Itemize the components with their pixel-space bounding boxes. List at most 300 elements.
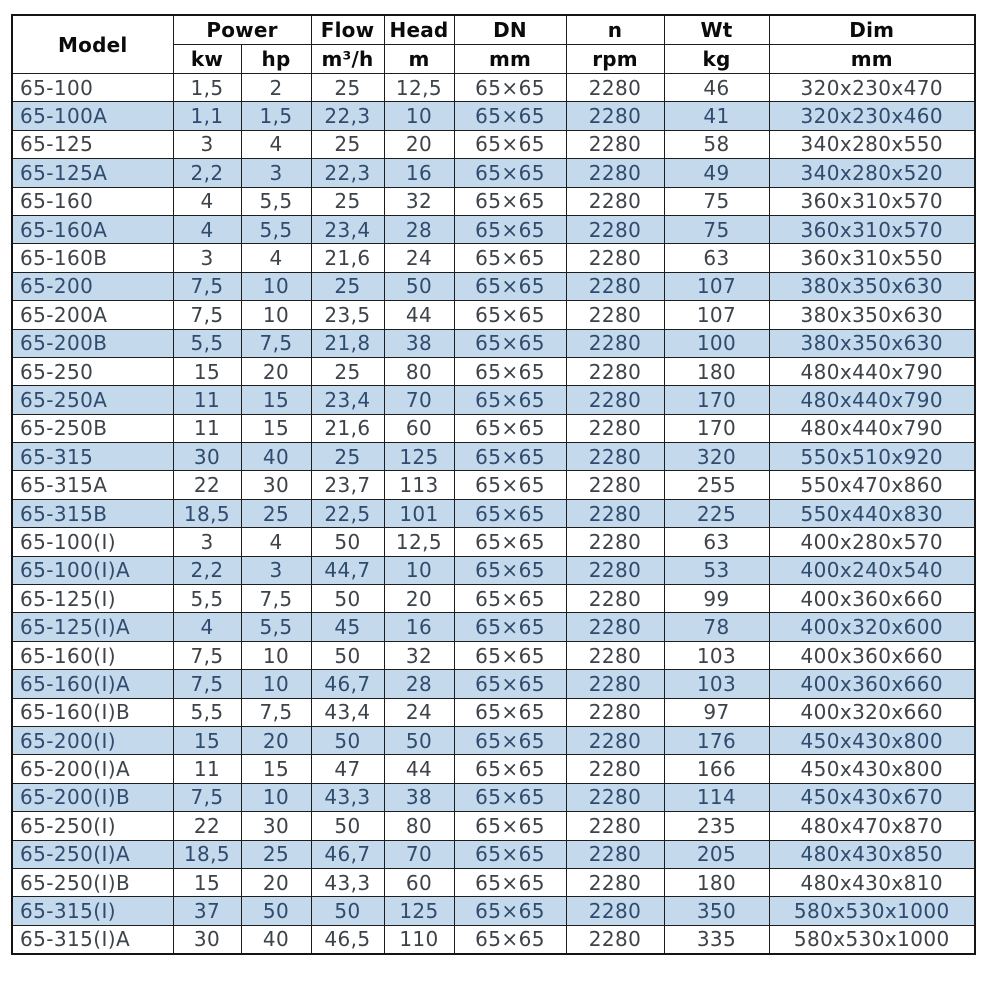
cell-head: 60 [384, 868, 454, 896]
cell-kw: 7,5 [173, 301, 241, 329]
cell-head: 10 [384, 102, 454, 130]
table-row [12, 301, 975, 329]
cell-head: 60 [384, 414, 454, 442]
cell-dn: 65×65 [454, 130, 566, 158]
cell-dim: 480x440x790 [769, 414, 975, 442]
cell-wt: 170 [664, 386, 769, 414]
cell-dim: 480x430x810 [769, 868, 975, 896]
cell-rpm: 2280 [566, 670, 664, 698]
cell-flow: 25 [311, 130, 384, 158]
cell-hp: 3 [241, 556, 311, 584]
cell-model: 65-315B [12, 499, 173, 527]
cell-hp: 30 [241, 812, 311, 840]
cell-head: 16 [384, 159, 454, 187]
cell-dn: 65×65 [454, 471, 566, 499]
col-header-dn: DN [454, 15, 566, 45]
cell-dn: 65×65 [454, 159, 566, 187]
cell-kw: 4 [173, 187, 241, 215]
cell-hp: 3 [241, 159, 311, 187]
cell-model: 65-250A [12, 386, 173, 414]
cell-hp: 10 [241, 670, 311, 698]
cell-dn: 65×65 [454, 726, 566, 754]
cell-dim: 400x320x600 [769, 613, 975, 641]
cell-hp: 2 [241, 74, 311, 102]
cell-wt: 205 [664, 840, 769, 868]
cell-head: 24 [384, 244, 454, 272]
cell-model: 65-200B [12, 329, 173, 357]
cell-rpm: 2280 [566, 556, 664, 584]
cell-head: 12,5 [384, 528, 454, 556]
cell-dim: 480x440x790 [769, 386, 975, 414]
cell-model: 65-200(I)A [12, 755, 173, 783]
col-header-wt: Wt [664, 15, 769, 45]
cell-wt: 75 [664, 215, 769, 243]
cell-dim: 480x470x870 [769, 812, 975, 840]
col-header-head: Head [384, 15, 454, 45]
cell-model: 65-160 [12, 187, 173, 215]
cell-flow: 43,3 [311, 783, 384, 811]
cell-kw: 5,5 [173, 585, 241, 613]
cell-flow: 22,5 [311, 499, 384, 527]
cell-kw: 3 [173, 244, 241, 272]
cell-wt: 63 [664, 244, 769, 272]
cell-flow: 46,7 [311, 670, 384, 698]
cell-hp: 1,5 [241, 102, 311, 130]
cell-model: 65-250(I) [12, 812, 173, 840]
cell-rpm: 2280 [566, 301, 664, 329]
cell-dim: 400x240x540 [769, 556, 975, 584]
cell-model: 65-160B [12, 244, 173, 272]
cell-model: 65-100 [12, 74, 173, 102]
cell-kw: 30 [173, 443, 241, 471]
cell-flow: 23,5 [311, 301, 384, 329]
cell-head: 70 [384, 386, 454, 414]
cell-model: 65-125 [12, 130, 173, 158]
cell-wt: 75 [664, 187, 769, 215]
cell-dn: 65×65 [454, 74, 566, 102]
cell-kw: 11 [173, 755, 241, 783]
cell-flow: 21,8 [311, 329, 384, 357]
col-header-n: n [566, 15, 664, 45]
cell-kw: 7,5 [173, 670, 241, 698]
cell-flow: 23,4 [311, 215, 384, 243]
cell-rpm: 2280 [566, 443, 664, 471]
cell-model: 65-250(I)B [12, 868, 173, 896]
cell-dim: 550x470x860 [769, 471, 975, 499]
cell-dim: 320x230x460 [769, 102, 975, 130]
cell-hp: 25 [241, 840, 311, 868]
cell-hp: 15 [241, 755, 311, 783]
cell-hp: 4 [241, 130, 311, 158]
unit-header-kw: kw [173, 45, 241, 74]
cell-model: 65-250 [12, 357, 173, 385]
cell-wt: 320 [664, 443, 769, 471]
cell-dim: 380x350x630 [769, 329, 975, 357]
cell-head: 80 [384, 812, 454, 840]
cell-rpm: 2280 [566, 102, 664, 130]
cell-flow: 50 [311, 726, 384, 754]
cell-hp: 50 [241, 897, 311, 925]
cell-dim: 380x350x630 [769, 301, 975, 329]
table-row [12, 471, 975, 499]
cell-hp: 7,5 [241, 698, 311, 726]
cell-hp: 5,5 [241, 613, 311, 641]
cell-flow: 25 [311, 187, 384, 215]
cell-wt: 58 [664, 130, 769, 158]
cell-flow: 21,6 [311, 244, 384, 272]
table-row [12, 357, 975, 385]
cell-rpm: 2280 [566, 471, 664, 499]
cell-flow: 25 [311, 357, 384, 385]
cell-model: 65-125(I)A [12, 613, 173, 641]
cell-dim: 320x230x470 [769, 74, 975, 102]
cell-model: 65-160(I)A [12, 670, 173, 698]
cell-wt: 180 [664, 357, 769, 385]
cell-flow: 50 [311, 585, 384, 613]
cell-flow: 43,4 [311, 698, 384, 726]
cell-kw: 1,1 [173, 102, 241, 130]
cell-hp: 20 [241, 868, 311, 896]
cell-kw: 15 [173, 868, 241, 896]
cell-rpm: 2280 [566, 329, 664, 357]
cell-hp: 40 [241, 443, 311, 471]
cell-dn: 65×65 [454, 244, 566, 272]
cell-flow: 25 [311, 272, 384, 300]
cell-rpm: 2280 [566, 897, 664, 925]
cell-hp: 40 [241, 925, 311, 954]
cell-hp: 10 [241, 301, 311, 329]
cell-kw: 4 [173, 215, 241, 243]
cell-wt: 63 [664, 528, 769, 556]
cell-dim: 550x440x830 [769, 499, 975, 527]
cell-dn: 65×65 [454, 670, 566, 698]
cell-dim: 480x430x850 [769, 840, 975, 868]
table-row [12, 215, 975, 243]
cell-model: 65-160A [12, 215, 173, 243]
cell-dim: 450x430x800 [769, 755, 975, 783]
cell-hp: 20 [241, 357, 311, 385]
cell-head: 24 [384, 698, 454, 726]
unit-header-wt: kg [664, 45, 769, 74]
table-row [12, 244, 975, 272]
cell-wt: 100 [664, 329, 769, 357]
table-row [12, 613, 975, 641]
table-row [12, 329, 975, 357]
table-row [12, 670, 975, 698]
cell-rpm: 2280 [566, 187, 664, 215]
spec-table-body [12, 74, 975, 955]
cell-flow: 23,7 [311, 471, 384, 499]
cell-kw: 22 [173, 812, 241, 840]
cell-kw: 3 [173, 528, 241, 556]
cell-kw: 4 [173, 613, 241, 641]
cell-head: 70 [384, 840, 454, 868]
cell-flow: 50 [311, 897, 384, 925]
cell-rpm: 2280 [566, 613, 664, 641]
cell-dim: 340x280x550 [769, 130, 975, 158]
cell-hp: 5,5 [241, 215, 311, 243]
cell-flow: 22,3 [311, 102, 384, 130]
cell-wt: 46 [664, 74, 769, 102]
cell-hp: 5,5 [241, 187, 311, 215]
header-row-labels [12, 15, 975, 45]
cell-wt: 335 [664, 925, 769, 954]
cell-model: 65-200(I) [12, 726, 173, 754]
col-header-flow: Flow [311, 15, 384, 45]
cell-hp: 10 [241, 783, 311, 811]
cell-head: 50 [384, 272, 454, 300]
cell-wt: 49 [664, 159, 769, 187]
cell-dim: 400x280x570 [769, 528, 975, 556]
cell-rpm: 2280 [566, 414, 664, 442]
cell-dim: 400x320x660 [769, 698, 975, 726]
cell-wt: 176 [664, 726, 769, 754]
cell-head: 20 [384, 130, 454, 158]
cell-wt: 114 [664, 783, 769, 811]
cell-dim: 360x310x570 [769, 187, 975, 215]
cell-rpm: 2280 [566, 812, 664, 840]
cell-dim: 580x530x1000 [769, 897, 975, 925]
cell-head: 28 [384, 670, 454, 698]
table-row [12, 74, 975, 102]
table-row [12, 102, 975, 130]
table-row [12, 159, 975, 187]
cell-dim: 400x360x660 [769, 641, 975, 669]
table-row [12, 585, 975, 613]
cell-rpm: 2280 [566, 244, 664, 272]
cell-rpm: 2280 [566, 726, 664, 754]
cell-dim: 360x310x570 [769, 215, 975, 243]
cell-dn: 65×65 [454, 783, 566, 811]
cell-model: 65-200A [12, 301, 173, 329]
cell-dn: 65×65 [454, 585, 566, 613]
cell-head: 28 [384, 215, 454, 243]
cell-head: 125 [384, 443, 454, 471]
cell-flow: 46,5 [311, 925, 384, 954]
cell-model: 65-160(I)B [12, 698, 173, 726]
cell-hp: 4 [241, 528, 311, 556]
cell-rpm: 2280 [566, 130, 664, 158]
cell-flow: 21,6 [311, 414, 384, 442]
cell-rpm: 2280 [566, 585, 664, 613]
table-row [12, 641, 975, 669]
cell-dn: 65×65 [454, 272, 566, 300]
cell-flow: 25 [311, 443, 384, 471]
unit-header-n: rpm [566, 45, 664, 74]
cell-dn: 65×65 [454, 187, 566, 215]
unit-header-dn: mm [454, 45, 566, 74]
cell-dn: 65×65 [454, 386, 566, 414]
cell-dim: 360x310x550 [769, 244, 975, 272]
cell-dim: 400x360x660 [769, 670, 975, 698]
cell-model: 65-315(I)A [12, 925, 173, 954]
cell-wt: 103 [664, 670, 769, 698]
cell-model: 65-100(I)A [12, 556, 173, 584]
cell-wt: 41 [664, 102, 769, 130]
cell-model: 65-200(I)B [12, 783, 173, 811]
cell-hp: 10 [241, 641, 311, 669]
unit-header-dim: mm [769, 45, 975, 74]
cell-dim: 480x440x790 [769, 357, 975, 385]
cell-head: 44 [384, 755, 454, 783]
cell-rpm: 2280 [566, 755, 664, 783]
cell-kw: 18,5 [173, 499, 241, 527]
cell-rpm: 2280 [566, 159, 664, 187]
cell-kw: 15 [173, 357, 241, 385]
table-row [12, 783, 975, 811]
cell-rpm: 2280 [566, 272, 664, 300]
cell-kw: 5,5 [173, 698, 241, 726]
cell-wt: 235 [664, 812, 769, 840]
table-row [12, 414, 975, 442]
cell-wt: 180 [664, 868, 769, 896]
cell-dn: 65×65 [454, 443, 566, 471]
cell-dim: 580x530x1000 [769, 925, 975, 954]
cell-kw: 7,5 [173, 783, 241, 811]
cell-rpm: 2280 [566, 357, 664, 385]
cell-dn: 65×65 [454, 499, 566, 527]
pump-spec-table [11, 14, 976, 955]
cell-head: 80 [384, 357, 454, 385]
cell-dim: 380x350x630 [769, 272, 975, 300]
cell-model: 65-250(I)A [12, 840, 173, 868]
cell-dn: 65×65 [454, 897, 566, 925]
cell-head: 38 [384, 783, 454, 811]
cell-wt: 78 [664, 613, 769, 641]
table-row [12, 698, 975, 726]
cell-model: 65-125A [12, 159, 173, 187]
cell-flow: 25 [311, 74, 384, 102]
cell-model: 65-100A [12, 102, 173, 130]
cell-model: 65-125(I) [12, 585, 173, 613]
cell-rpm: 2280 [566, 74, 664, 102]
table-row [12, 840, 975, 868]
cell-wt: 255 [664, 471, 769, 499]
table-row [12, 130, 975, 158]
cell-head: 32 [384, 641, 454, 669]
cell-dn: 65×65 [454, 215, 566, 243]
cell-wt: 103 [664, 641, 769, 669]
table-row [12, 386, 975, 414]
cell-head: 32 [384, 187, 454, 215]
cell-dn: 65×65 [454, 528, 566, 556]
cell-hp: 10 [241, 272, 311, 300]
cell-flow: 50 [311, 528, 384, 556]
cell-dn: 65×65 [454, 698, 566, 726]
cell-dn: 65×65 [454, 812, 566, 840]
table-header [12, 15, 975, 74]
cell-dn: 65×65 [454, 329, 566, 357]
cell-kw: 3 [173, 130, 241, 158]
cell-wt: 53 [664, 556, 769, 584]
cell-kw: 18,5 [173, 840, 241, 868]
cell-dim: 550x510x920 [769, 443, 975, 471]
cell-hp: 15 [241, 414, 311, 442]
cell-wt: 99 [664, 585, 769, 613]
cell-model: 65-315(I) [12, 897, 173, 925]
cell-flow: 50 [311, 641, 384, 669]
unit-header-hp: hp [241, 45, 311, 74]
cell-dn: 65×65 [454, 868, 566, 896]
cell-wt: 107 [664, 301, 769, 329]
table-row [12, 812, 975, 840]
unit-header-head: m [384, 45, 454, 74]
cell-rpm: 2280 [566, 386, 664, 414]
col-header-dim: Dim [769, 15, 975, 45]
cell-dim: 340x280x520 [769, 159, 975, 187]
cell-dim: 450x430x670 [769, 783, 975, 811]
cell-rpm: 2280 [566, 499, 664, 527]
cell-rpm: 2280 [566, 868, 664, 896]
cell-flow: 45 [311, 613, 384, 641]
cell-head: 38 [384, 329, 454, 357]
cell-hp: 15 [241, 386, 311, 414]
cell-head: 12,5 [384, 74, 454, 102]
cell-model: 65-160(I) [12, 641, 173, 669]
cell-model: 65-250B [12, 414, 173, 442]
cell-kw: 22 [173, 471, 241, 499]
cell-wt: 170 [664, 414, 769, 442]
cell-hp: 4 [241, 244, 311, 272]
cell-kw: 37 [173, 897, 241, 925]
cell-kw: 11 [173, 414, 241, 442]
cell-flow: 22,3 [311, 159, 384, 187]
cell-flow: 23,4 [311, 386, 384, 414]
cell-hp: 25 [241, 499, 311, 527]
table-row [12, 925, 975, 954]
cell-flow: 43,3 [311, 868, 384, 896]
cell-kw: 2,2 [173, 556, 241, 584]
table-row [12, 755, 975, 783]
cell-wt: 225 [664, 499, 769, 527]
table-row [12, 187, 975, 215]
cell-kw: 2,2 [173, 159, 241, 187]
table-row [12, 868, 975, 896]
cell-rpm: 2280 [566, 641, 664, 669]
cell-head: 44 [384, 301, 454, 329]
cell-kw: 5,5 [173, 329, 241, 357]
cell-head: 16 [384, 613, 454, 641]
cell-dn: 65×65 [454, 925, 566, 954]
cell-flow: 46,7 [311, 840, 384, 868]
cell-kw: 7,5 [173, 641, 241, 669]
cell-dim: 400x360x660 [769, 585, 975, 613]
cell-kw: 7,5 [173, 272, 241, 300]
table-row [12, 556, 975, 584]
cell-dn: 65×65 [454, 414, 566, 442]
cell-wt: 166 [664, 755, 769, 783]
cell-rpm: 2280 [566, 840, 664, 868]
cell-model: 65-315 [12, 443, 173, 471]
table-row [12, 897, 975, 925]
cell-flow: 44,7 [311, 556, 384, 584]
table-row [12, 272, 975, 300]
cell-model: 65-100(I) [12, 528, 173, 556]
cell-kw: 30 [173, 925, 241, 954]
cell-head: 20 [384, 585, 454, 613]
cell-wt: 350 [664, 897, 769, 925]
col-header-power: Power [173, 15, 311, 45]
cell-model: 65-200 [12, 272, 173, 300]
cell-dn: 65×65 [454, 102, 566, 130]
cell-hp: 7,5 [241, 329, 311, 357]
cell-head: 110 [384, 925, 454, 954]
cell-dn: 65×65 [454, 357, 566, 385]
col-header-model: Model [12, 15, 173, 74]
cell-head: 125 [384, 897, 454, 925]
cell-rpm: 2280 [566, 215, 664, 243]
cell-rpm: 2280 [566, 698, 664, 726]
